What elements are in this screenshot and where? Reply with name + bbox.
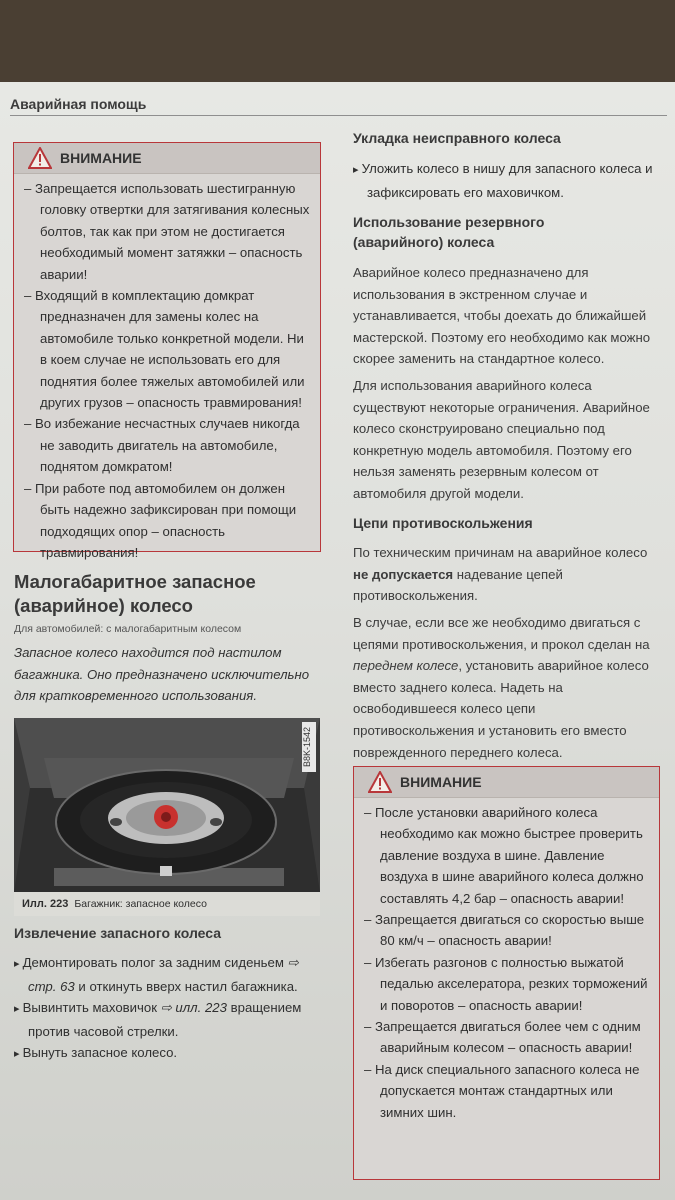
paragraph-emphasis: переднем колесе bbox=[353, 658, 459, 674]
intro-text: Запасное колесо находится под настилом багажника. Оно предназначено исключительно для кратковременного использования. bbox=[14, 645, 310, 703]
subsection-title: Извлечение запасного колеса bbox=[14, 925, 222, 941]
step-text: вращением против часовой стрелки. bbox=[28, 1000, 302, 1039]
manual-page bbox=[0, 82, 675, 1200]
applicability-note: Для автомобилей: с малогабаритным колесом bbox=[14, 623, 242, 635]
figure-code: B8K-1542 bbox=[302, 722, 316, 772]
warning-list bbox=[14, 174, 320, 567]
step-text: и откинуть вверх настил багажника. bbox=[74, 978, 298, 994]
warning-item: – Входящий в комплектацию домкрат предназначен для замены колес на автомобиле только конкретной модели. Ни в коем случае не использовать его для поднятия более тяжелых автомобилей или других грузов – опасность травмирования! bbox=[24, 285, 310, 413]
section-title bbox=[14, 570, 256, 618]
warning-item: – Во избежание несчастных случаев никогда не заводить двигатель на автомобиле, поднятом домкратом! bbox=[24, 413, 310, 477]
warning-item: – Запрещается двигаться более чем с одним аварийным колесом – опасность аварии! bbox=[364, 1016, 649, 1059]
step-text: Демонтировать полог за задним сиденьем bbox=[22, 955, 288, 970]
figure-label: Илл. 223 bbox=[22, 898, 69, 910]
step-item: ▸ Вынуть запасное колесо. bbox=[14, 1042, 320, 1066]
warning-header bbox=[354, 767, 659, 798]
paragraph bbox=[353, 612, 658, 763]
warning-icon bbox=[28, 147, 52, 169]
stowing-steps bbox=[353, 158, 658, 203]
header-divider bbox=[10, 115, 667, 116]
warning-box bbox=[13, 142, 321, 560]
warning-icon bbox=[368, 771, 392, 793]
warning-title: ВНИМАНИЕ bbox=[400, 774, 482, 790]
section-header: Аварийная помощь bbox=[10, 96, 147, 112]
warning-title: ВНИМАНИЕ bbox=[60, 150, 142, 166]
warning-list bbox=[354, 798, 659, 1127]
step-item: ▸ Уложить колесо в нишу для запасного колеса и зафиксировать его маховичком. bbox=[353, 158, 658, 203]
warning-item: – На диск специального запасного колеса не допускается монтаж стандартных или зимних шин. bbox=[364, 1059, 649, 1123]
warning-box bbox=[353, 766, 660, 1180]
section-title-line: (аварийное) колесо bbox=[14, 595, 193, 616]
paragraph: Для использования аварийного колеса существуют некоторые ограничения. Аварийное колесо сконструировано специально под конкретную модель автомобиля. Поэтому его нельзя заменять резервным колесом от автомобиля другой модели. bbox=[353, 378, 650, 501]
subsection-title bbox=[353, 212, 544, 252]
step-text: Вывинтить маховичок bbox=[22, 1000, 161, 1015]
section-title-line: Малогабаритное запасное bbox=[14, 571, 256, 592]
step-item bbox=[14, 997, 320, 1042]
warning-item: – При работе под автомобилем он должен быть надежно зафиксирован при помощи подходящих опор – опасность травмирования! bbox=[24, 478, 310, 564]
figure-reference-link[interactable]: ⇨ илл. 223 bbox=[160, 1000, 227, 1015]
warning-item: – Запрещается двигаться со скоростью выше 80 км/ч – опасность аварии! bbox=[364, 909, 649, 952]
removal-steps bbox=[14, 952, 320, 1066]
subsection-title: Цепи противоскольжения bbox=[353, 515, 533, 531]
trunk-illustration bbox=[14, 718, 320, 916]
warning-item: – Запрещается использовать шестигранную головку отвертки для затягивания колесных болтов, так как при этом не достигается необходимый момент затяжки – опасность аварии! bbox=[24, 178, 310, 285]
warning-header bbox=[14, 143, 320, 174]
figure-caption-text: Багажник: запасное колесо bbox=[74, 898, 207, 910]
subsection-title-line: Использование резервного bbox=[353, 214, 545, 230]
paragraph-text: , установить аварийное колесо вместо заднего колеса. Надеть на освободившееся колесо цепи противоскольжения и установить его вместо поврежденного переднего колеса. bbox=[353, 658, 649, 760]
subsection-title-line: (аварийного) колеса bbox=[353, 234, 495, 250]
warning-item: – Избегать разгонов с полностью выжатой педалью акселератора, резких торможений и поворотов – опасность аварии! bbox=[364, 952, 649, 1016]
paragraph-text: В случае, если все же необходимо двигаться с цепями противоскольжения, и прокол сделан на bbox=[353, 615, 650, 652]
paragraph-emphasis: не допускается bbox=[353, 566, 454, 582]
paragraph-text: надевание цепей противоскольжения. bbox=[353, 566, 563, 604]
subsection-title: Укладка неисправного колеса bbox=[353, 130, 561, 146]
paragraph bbox=[353, 542, 658, 607]
paragraph: Аварийное колесо предназначено для использования в экстренном случае и устанавливается, чтобы доехать до ближайшей мастерской. Поэтому его необходимо как можно скорее заменить на стандартное колесо. bbox=[353, 265, 651, 367]
page-reference-link[interactable]: ⇨ стр. 63 bbox=[28, 955, 299, 994]
step-item bbox=[14, 952, 320, 997]
paragraph-text: По техническим причинам на аварийное колесо bbox=[353, 545, 648, 560]
spare-wheel-image bbox=[14, 718, 320, 892]
warning-item: – После установки аварийного колеса необходимо как можно быстрее проверить давление воздуха в шине. Давление воздуха в шине аварийного колеса должно составлять 4,2 бар – опасность аварии! bbox=[364, 802, 649, 909]
figure-caption bbox=[14, 892, 320, 916]
